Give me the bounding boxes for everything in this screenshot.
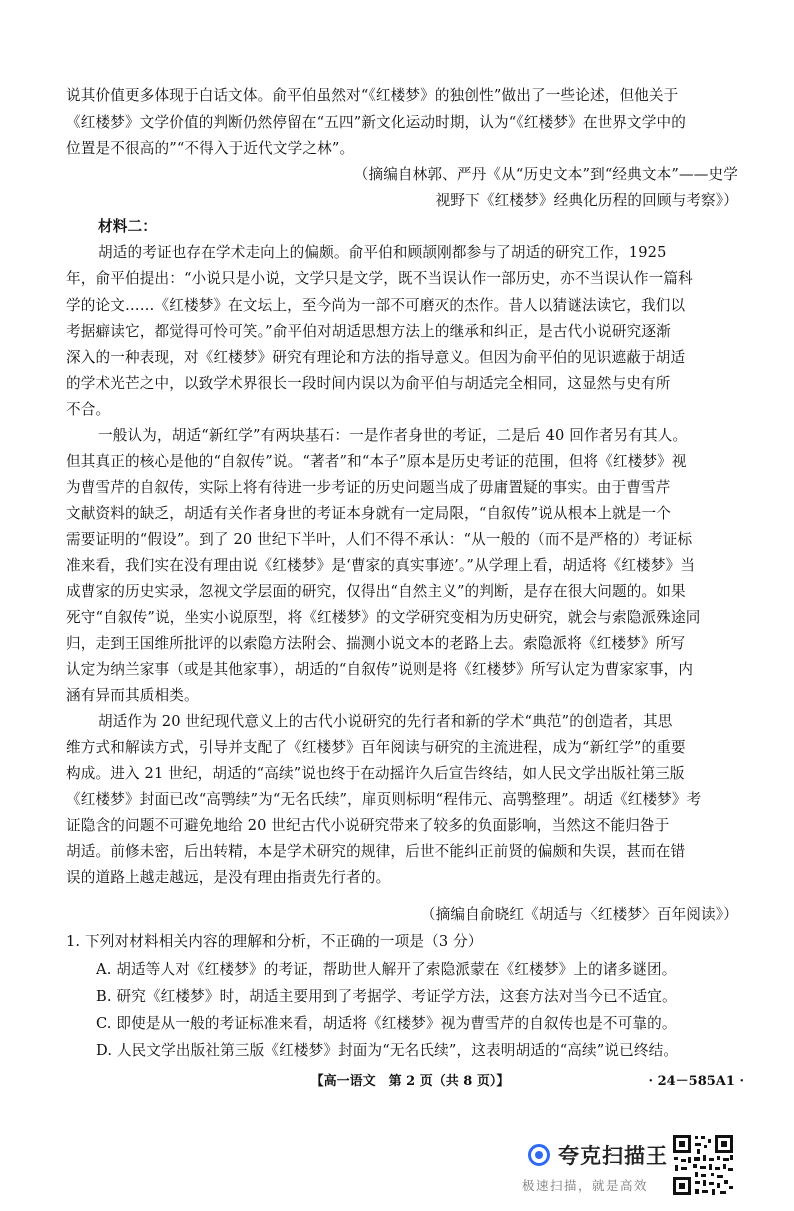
text-line: 死守“自叙传”说，坐实小说原型，将《红楼梦》的文学研究变相为历史研究，就会与索隐派殊途同 [66, 609, 701, 626]
watermark-name: 夸克扫描王 [558, 1144, 668, 1168]
page-number: 【高一语文 第 2 页（共 8 页）】 [310, 1074, 510, 1089]
text-line: 胡适的考证也存在学术走向上的偏颇。俞平伯和顾颉刚都参与了胡适的研究工作，1925 [98, 244, 667, 261]
page-footer [0, 1072, 794, 1092]
text-line: 认定为纳兰家事（或是其他家事），胡适的“自叙传”说则是将《红楼梦》所写认定为曹家家事，内 [66, 661, 694, 678]
text-line: 胡适作为 20 世纪现代意义上的古代小说研究的先行者和新的学术“典范”的创造者，其思 [98, 713, 673, 730]
section-heading: 材料二： [98, 218, 157, 235]
text-line: 需要证明的“假设”。到了 20 世纪下半叶，人们不得不承认：“从一般的（而不是严格的）考证标 [66, 531, 693, 548]
text-line: 不合。 [66, 401, 111, 418]
text-line: 涵有异而其质相类。 [66, 687, 199, 704]
text-line: 的学术光芒之中，以致学术界很长一段时间内误以为俞平伯与胡适完全相同，这显然与史有所 [66, 375, 671, 392]
option-c: C. 即使是从一般的考证标准来看，胡适将《红楼梦》视为曹雪芹的自叙传也是不可靠的。 [96, 1015, 677, 1032]
text-line: 误的道路上越走越远，是没有理由指责先行者的。 [66, 869, 391, 886]
text-line: 为曹雪芹的自叙传，实际上将有待进一步考证的历史问题当成了毋庸置疑的事实。由于曹雪芹 [66, 479, 671, 496]
text-line: 构成。进入 21 世纪，胡适的“高续”说也终于在动摇许久后宣告终结，如人民文学出版社第三版 [66, 765, 685, 782]
text-line: 考据癖读它，都觉得可怜可笑。”俞平伯对胡适思想方法上的继承和纠正，是古代小说研究逐渐 [66, 323, 671, 340]
question-stem: 1. 下列对材料相关内容的理解和分析，不正确的一项是（3 分） [66, 933, 483, 950]
option-a: A. 胡适等人对《红楼梦》的考证，帮助世人解开了索隐派蒙在《红楼梦》上的诸多谜团。 [96, 961, 677, 978]
text-line: 年，俞平伯提出：“小说只是小说，文学只是文学，既不当误认作一部历史，亦不当误认作一篇科 [66, 270, 693, 287]
text-line: 证隐含的问题不可避免地给 20 世纪古代小说研究带来了较多的负面影响，当然这不能归咎于 [66, 817, 670, 834]
text-line: 成曹家的历史实录，忽视文学层面的研究，仅得出“自然主义”的判断，是存在很大问题的。如果 [66, 583, 686, 600]
text-line: 维方式和解读方式，引导并支配了《红楼梦》百年阅读与研究的主流进程，成为“新红学”的重要 [66, 739, 686, 756]
source-citation: （摘编自林郭、严丹《从“历史文本”到“经典文本”——史学 [353, 166, 738, 183]
text-line: 文献资料的缺乏，胡适有关作者身世的考证本身就有一定局限，“自叙传”说从根本上就是一个 [66, 505, 671, 522]
quark-logo-icon [528, 1144, 550, 1166]
scanner-watermark [520, 1138, 670, 1198]
text-line: 位置是不很高的”“不得入于近代文学之林”。 [66, 140, 355, 157]
option-b: B. 研究《红楼梦》时，胡适主要用到了考据学、考证学方法，这套方法对当今已不适宜。 [96, 988, 677, 1005]
source-citation: 视野下《红楼梦》经典化历程的回顾与考察》） [435, 192, 738, 209]
qr-code-icon [671, 1133, 735, 1197]
text-line: 胡适。前修未密，后出转精，本是学术研究的规律，后世不能纠正前贤的偏颇和失误，甚而在错 [66, 843, 686, 860]
text-line: 说其价值更多体现于白话文体。俞平伯虽然对“《红楼梦》的独创性”做出了一些论述，但他关于 [66, 87, 679, 104]
text-line: 《红楼梦》文学价值的判断仍然停留在“五四”新文化运动时期，认为“《红楼梦》在世界文学中的 [66, 114, 687, 131]
text-line: 深入的一种表现，对《红楼梦》研究有理论和方法的指导意义。但因为俞平伯的见识遮蔽于胡适 [66, 349, 686, 366]
text-line: 《红楼梦》封面已改“高鹗续”为“无名氏续”，扉页则标明“程伟元、高鹗整理”。胡适《红楼梦》考 [66, 791, 702, 808]
text-line: 准来看，我们实在没有理由说《红楼梦》是‘曹家的真实事迹’。”从学理上看，胡适将《红楼梦》当 [66, 557, 696, 574]
watermark-slogan: 极速扫描，就是高效 [522, 1178, 649, 1193]
text-line: 学的论文……《红楼梦》在文坛上，至今尚为一部不可磨灭的杰作。昔人以猜谜法读它，我们以 [66, 297, 686, 314]
text-line: 但其真正的核心是他的“自叙传”说。“著者”和“本子”原本是历史考证的范围，但将《红楼梦》视 [66, 453, 687, 470]
source-citation: （摘编自俞晓红《胡适与〈红楼梦〉百年阅读》） [420, 906, 738, 923]
text-line: 归，走到王国维所批评的以索隐方法附会、揣测小说文本的老路上去。索隐派将《红楼梦》所写 [66, 635, 686, 652]
option-d: D. 人民文学出版社第三版《红楼梦》封面为“无名氏续”，这表明胡适的“高续”说已终结。 [96, 1042, 679, 1059]
text-line: 一般认为，胡适“新红学”有两块基石：一是作者身世的考证，二是后 40 回作者另有其人。 [98, 427, 688, 444]
exam-code: · 24－585A1 · [648, 1074, 744, 1089]
